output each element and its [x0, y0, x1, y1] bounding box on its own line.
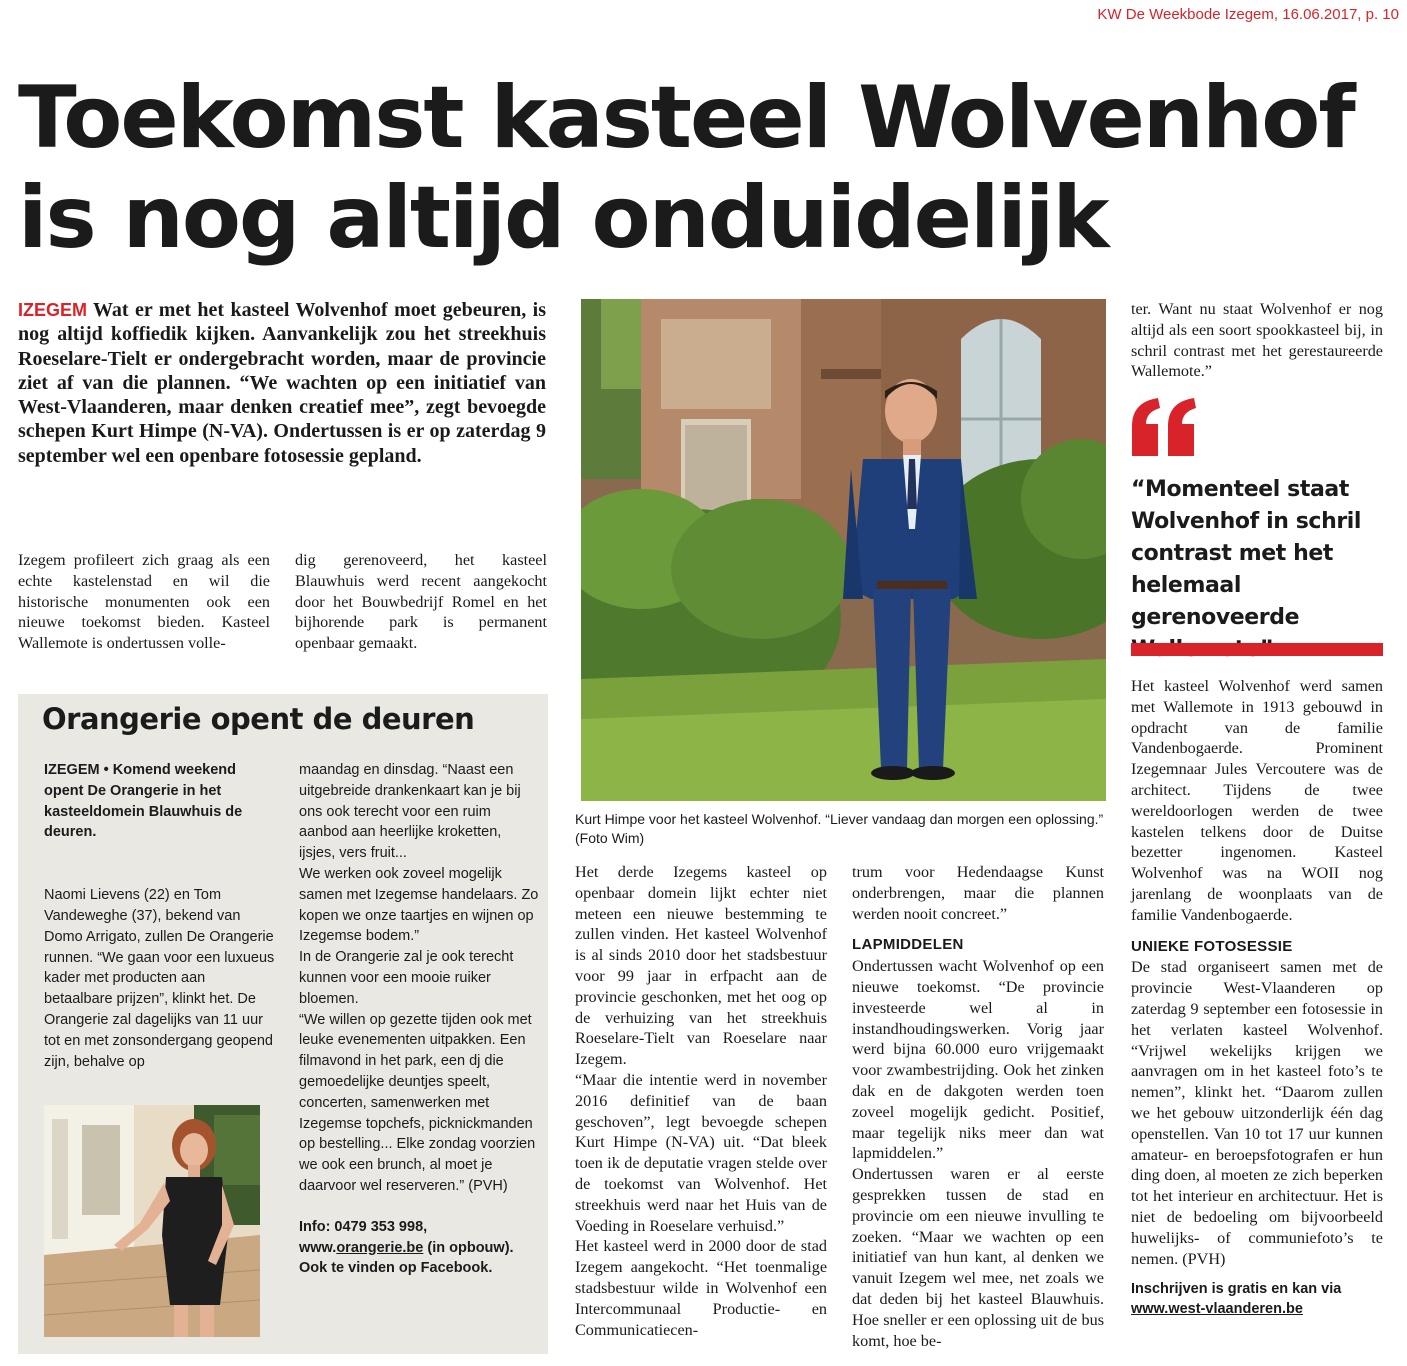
pull-quote: “Momenteel staat Wolvenhof in schril contrast met het helemaal gerenoveerde — [1131, 477, 1362, 630]
orangerie-link[interactable]: orangerie.be — [336, 1239, 424, 1256]
col3b-p2: Ondertussen waren er al eerste gesprekken tussen de stad en provincie om een nieuwe invulling te zoeken. “Maar we wachten op een initiatief van hun kant, al denken we vanuit Izegem wel mee, net zoals we dat deden bij het kasteel Blauwhuis. Hoe sneller er een oplossing uit de bus komt, hoe be- — [852, 1165, 1104, 1350]
sidebar-info — [299, 1217, 539, 1279]
signup-text: Inschrijven is gratis en kan via — [1131, 1281, 1342, 1298]
sidebar-info-prefix: Info: 0479 353 998, www. — [299, 1218, 428, 1256]
col4-p1: Het kasteel Wolvenhof werd samen met Wallemote in 1913 gebouwd in opdracht van de familie Vandenbogaerde. Prominent Izegemnaar Jules Vercoutere was de architect. Tijdens de twee wereldoorlogen werden de twee kastelen telkens door de Duitse bezetter ingenomen. Kasteel Wolvenhof was na WOII nog jarenlang de woonplaats van de familie Vandenbogaerde. — [1131, 677, 1383, 924]
subhead-unieke-fotosessie: UNIEKE FOTOSESSIE — [1131, 937, 1293, 955]
quote-mark-icon — [1130, 398, 1198, 456]
col3a-p1: Het derde Izegems kasteel op openbaar domein lijkt echter niet meteen een nieuwe bestemming te zullen vinden. Het kasteel Wolvenhof is al sinds 2010 door het stadsbestuur voor 99 jaar in erfpacht aan de provincie geschonken, met het oog op de verhuizing van het streekhuis Roeselare-Tielt van Roeselare naar Izegem. — [575, 863, 827, 1069]
subhead-lapmiddelen: LAPMIDDELEN — [852, 936, 964, 954]
intro-col2-text: dig gerenoveerd, het kasteel Blauwhuis werd recent aangekocht door het Bouwbedrijf Romel en het bijhorende park is permanent openbaar gemaakt. — [295, 551, 547, 653]
article-column-3b — [852, 862, 1104, 1351]
intro-col1-text: Izegem profileert zich graag als een echte kastelenstad en wil die historische monumenten ook een nieuwe toekomst bieden. Kasteel Wallemote is ondertussen volle- — [18, 551, 270, 653]
headline-line-2: is nog altijd onduidelijk — [18, 168, 1108, 268]
sidebar-title: Orangerie opent de deuren — [42, 702, 475, 736]
col4-p2: De stad organiseert samen met de provincie West-Vlaanderen op zaterdag 9 september een fotosessie in het verlaten kasteel Wolvenhof. “Vrijwel wekelijks krijgen we aanvragen om in het kasteel foto’s te nemen”, klinkt het. “Daarom zullen we het gebouw uitzonderlijk één dag openstellen. Van 10 tot 17 uur kunnen amateur- en beroepsfotografen er hun ding doen, al moeten ze zich beperken tot het interieur en architectuur. Het is niet de bedoeling om bijvoorbeeld huwelijks- of communiefoto’s te nemen. (PVH) — [1131, 958, 1383, 1268]
sidebar-column-2 — [299, 760, 539, 1279]
west-vlaanderen-link[interactable]: www.west-vlaanderen.be — [1131, 1301, 1303, 1318]
sidebar-intro-text: Komend weekend opent De Orangerie in het kasteeldomein Blauwhuis de deuren. — [44, 762, 243, 841]
headline-line-1: Toekomst kasteel Wolvenhof — [18, 68, 1354, 168]
photo-caption: Kurt Himpe voor het kasteel Wolvenhof. “Liever vandaag dan morgen een oplossing.” (Foto Wim) — [575, 811, 1104, 846]
sidebar-info-suffix: (in opbouw). Ook te vinden op Facebook. — [299, 1239, 514, 1277]
article-column-3a — [575, 862, 827, 1340]
lead-kicker: IZEGEM — [18, 300, 88, 320]
intro-column-1 — [18, 550, 270, 654]
sidebar-col2-p3: In de Orangerie zal je ook terecht kunnen voor een mooie ruiker bloemen. — [299, 949, 514, 1007]
kurt-himpe-castle-photo — [581, 299, 1106, 801]
pull-quote-divider — [1131, 643, 1383, 656]
sidebar-kicker: IZEGEM • — [44, 762, 109, 778]
headline — [18, 68, 1398, 268]
col3b-p1: Ondertussen wacht Wolvenhof op een nieuwe toekomst. “De provincie investeerde wel al in instandhoudingswerken. Vorig jaar werd bijna 60.000 euro vrijgemaakt voor zwambestrijding. Ook het zinken dak en de dakgoten werden toen zoveel mogelijk gedicht. Positief, maar tegelijk niks meer dan wat lapmiddelen.” — [852, 957, 1104, 1163]
signup-note — [1131, 1279, 1383, 1319]
sidebar-column-1 — [44, 760, 276, 1072]
woman-photo-illustration — [44, 1105, 260, 1337]
col3a-p2: “Maar die intentie werd in november 2016 definitief van de baan geschoven”, legt bevoegde schepen Kurt Himpe (N-VA) uit. “Dat bleek toen ik de deputatie vragen stelde over de toekomst van Wolvenhof. Het streekhuis werd naar het Huis van de Voeding in Roeselare verhuisd.” — [575, 1070, 827, 1235]
sidebar-col2-p1: maandag en dinsdag. “Naast een uitgebreide drankenkaart kan je bij ons ook terecht voor een ruim aanbod aan heerlijke kroketten, ijsjes, vers fruit... — [299, 762, 521, 862]
sidebar-box — [18, 694, 548, 1354]
lead-text: Wat er met het kasteel Wolvenhof moet gebeuren, is nog altijd koffiedik kijken. Aanvankelijk zou het streekhuis Roeselare-Tielt er ondergebracht worden, maar de provincie ziet af van die plannen. “We wachten op een initiatief van West-Vlaanderen, maar denken creatief mee”, zegt bevoegde schepen Kurt Himpe (N-VA). Ondertussen is er op zaterdag 9 september wel een openbare fotosessie gepland. — [18, 299, 546, 467]
col3b-top: trum voor Hedendaagse Kunst onderbrengen, maar die plannen werden nooit concreet.” — [852, 863, 1104, 923]
col3a-p3: Het kasteel werd in 2000 door de stad Izegem aangekocht. “Het toenmalige stadsbestuur wilde in Wolvenhof een Intercommunaal Productie- en Communicatiecen- — [575, 1237, 827, 1339]
castle-photo — [581, 299, 1106, 801]
article-column-4 — [1131, 676, 1383, 1319]
sidebar-intro — [44, 760, 276, 843]
sidebar-col2-p4: “We willen op gezette tijden ook met leuke evenementen uitpakken. Een filmavond in het park, een dj die gemoedelijke deuntjes speelt, concerten, samenwerken met Izegemse topchefs, picknickmanden op bestelling... Elke zondag voorzien we ook een brunch, al moet je daarvoor wel reserveren.” (PVH) — [299, 1011, 536, 1194]
sidebar-col1-text: Naomi Lievens (22) en Tom Vandeweghe (37), bekend van Domo Arrigato, zullen De Orangerie runnen. “We gaan voor een luxueus kader met producten aan betaalbare prijzen”, klinkt het. De Orangerie zal dagelijks van 11 uur tot en met zonsondergang geopend zijn, behalve op — [44, 887, 275, 1070]
orangerie-photo — [44, 1105, 260, 1337]
col4-top-text: ter. Want nu staat Wolvenhof er nog altijd als een soort spookkasteel bij, in schril contrast met het gerestaureerde Wallemote.” — [1131, 300, 1383, 381]
lead-paragraph — [18, 298, 546, 468]
sidebar-col2-p2: We werken ook zoveel mogelijk samen met Izegemse handelaars. Zo kopen we onze taartjes en wijnen op Izegemse bodem.” — [299, 865, 539, 945]
source-line: KW De Weekbode Izegem, 16.06.2017, p. 10 — [1097, 6, 1399, 23]
article-column-4-top — [1131, 299, 1383, 382]
intro-column-2 — [295, 550, 547, 654]
